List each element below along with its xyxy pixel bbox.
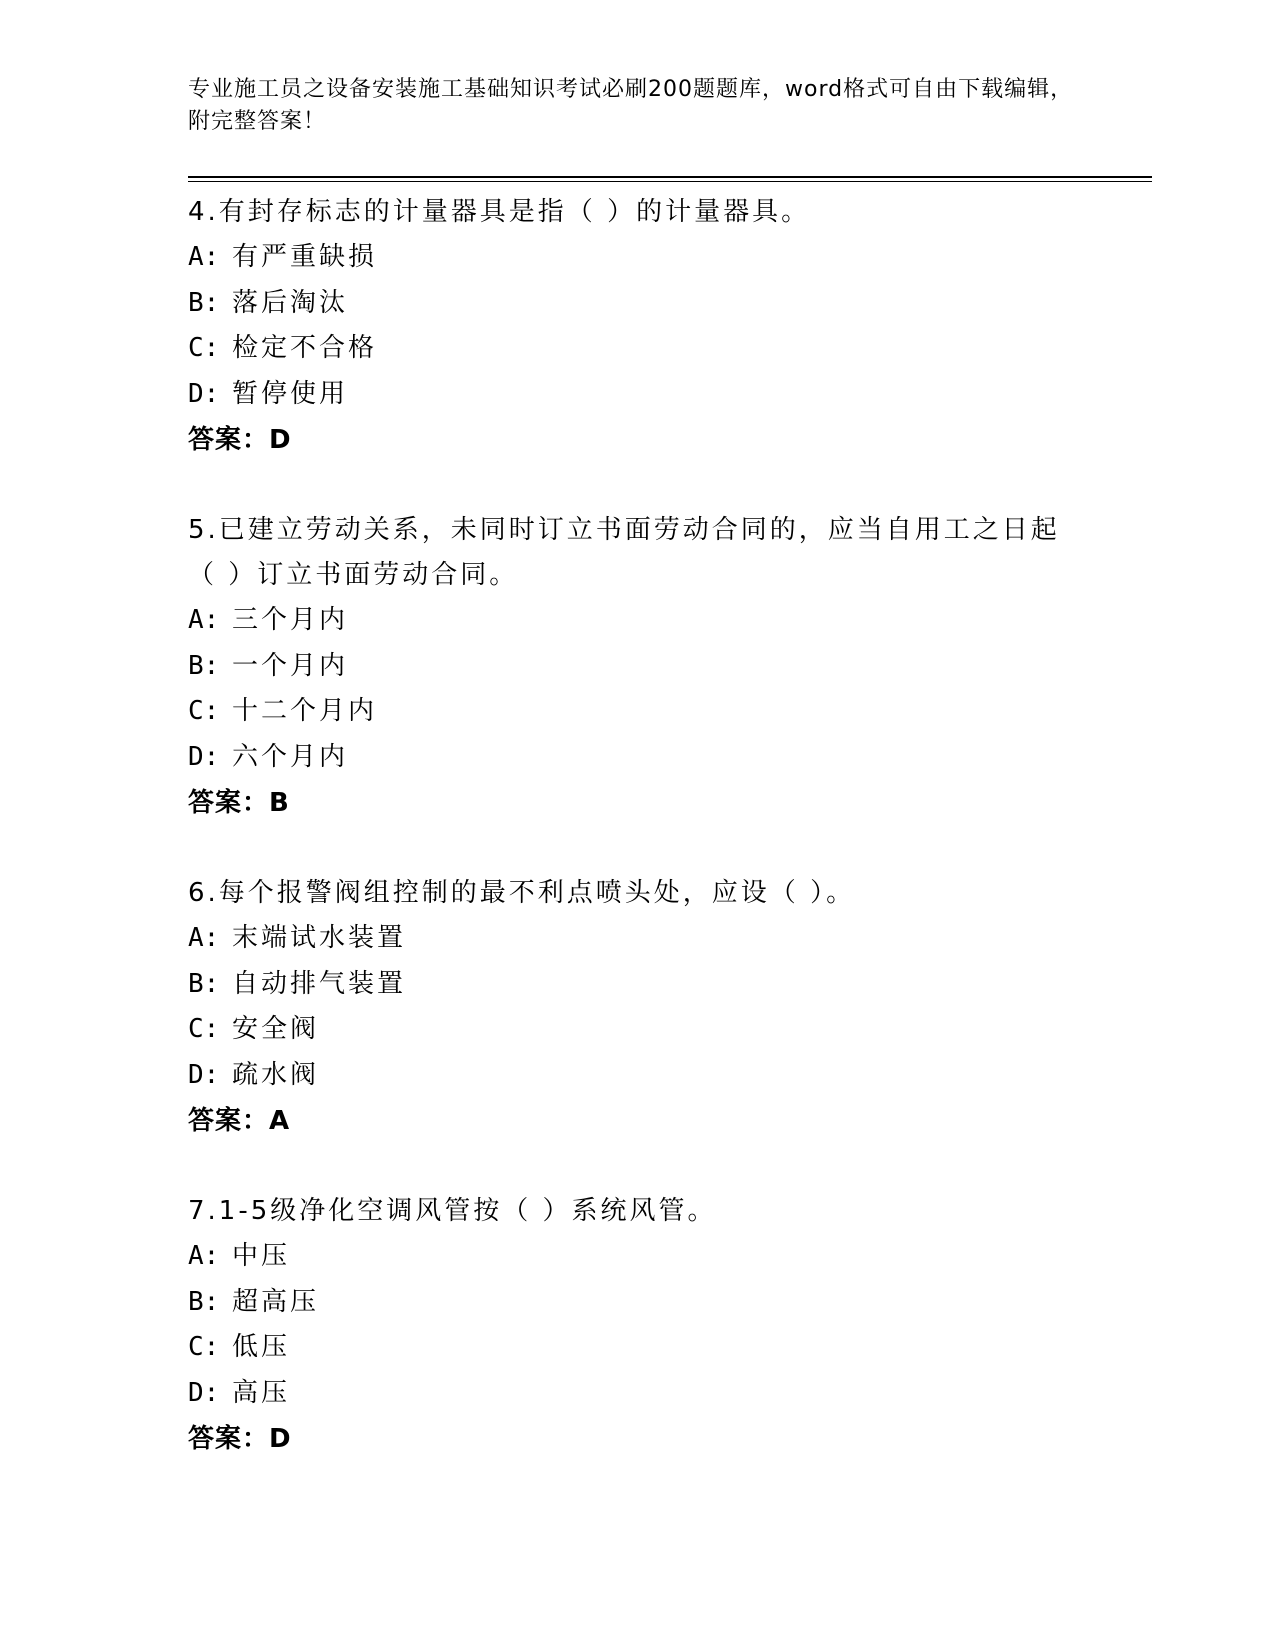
- header-divider-thick: [188, 176, 1152, 178]
- option-letter: B:: [188, 968, 220, 999]
- question-text: 5.已建立劳动关系，未同时订立书面劳动合同的，应当自用工之日起（ ）订立书面劳动合同。: [188, 515, 1060, 590]
- answer-line: 答案：B: [188, 788, 290, 818]
- option-c: [188, 326, 1088, 372]
- option-letter: A:: [188, 923, 220, 953]
- document-header: 专业施工员之设备安装施工基础知识考试必刷200题题库，word格式可自由下载编辑，附完整答案！: [188, 77, 1074, 134]
- option-text: 高压: [232, 1377, 291, 1408]
- question-list: [188, 190, 1088, 1507]
- option-a: [188, 598, 1088, 644]
- option-text: 有严重缺损: [232, 242, 378, 272]
- option-text: 超高压: [232, 1286, 320, 1317]
- option-letter: C:: [188, 1014, 220, 1044]
- option-text: 自动排气装置: [232, 968, 407, 999]
- option-text: 十二个月内: [232, 696, 378, 726]
- option-letter: D:: [188, 1059, 220, 1090]
- option-text: 中压: [232, 1241, 291, 1271]
- option-text: 低压: [232, 1332, 291, 1362]
- question-item: [188, 871, 1088, 1144]
- header-divider-thin: [188, 181, 1152, 182]
- option-a: [188, 916, 1088, 962]
- option-text: 末端试水装置: [232, 923, 407, 953]
- option-a: [188, 235, 1088, 281]
- option-text: 疏水阀: [232, 1059, 320, 1090]
- option-text: 暂停使用: [232, 378, 349, 409]
- option-b: [188, 644, 1088, 690]
- option-b: [188, 962, 1088, 1008]
- option-text: 安全阀: [232, 1014, 320, 1044]
- option-letter: A:: [188, 1241, 220, 1271]
- question-item: [188, 190, 1088, 463]
- option-letter: C:: [188, 696, 220, 726]
- answer-line: 答案：A: [188, 1106, 291, 1136]
- question-item: [188, 508, 1088, 826]
- option-text: 落后淘汰: [232, 287, 349, 318]
- option-a: [188, 1234, 1088, 1280]
- option-b: [188, 1280, 1088, 1326]
- question-item: [188, 1189, 1088, 1462]
- option-text: 六个月内: [232, 741, 349, 772]
- option-c: [188, 1007, 1088, 1053]
- option-text: 一个月内: [232, 650, 349, 681]
- answer-line: 答案：D: [188, 425, 292, 455]
- option-c: [188, 1325, 1088, 1371]
- question-text: 6.每个报警阀组控制的最不利点喷头处，应设（ ）。: [188, 878, 856, 908]
- option-d: [188, 1053, 1088, 1099]
- question-text: 7.1-5级净化空调风管按（ ）系统风管。: [188, 1196, 717, 1226]
- option-text: 检定不合格: [232, 333, 378, 363]
- option-b: [188, 281, 1088, 327]
- option-letter: A:: [188, 605, 220, 635]
- option-c: [188, 689, 1088, 735]
- option-d: [188, 372, 1088, 418]
- option-letter: D:: [188, 378, 220, 409]
- option-text: 三个月内: [232, 605, 349, 635]
- answer-line: 答案：D: [188, 1424, 292, 1454]
- option-letter: D:: [188, 1377, 220, 1408]
- option-d: [188, 1371, 1088, 1417]
- option-letter: C:: [188, 1332, 220, 1362]
- option-letter: C:: [188, 333, 220, 363]
- option-letter: B:: [188, 650, 220, 681]
- question-text: 4.有封存标志的计量器具是指（ ）的计量器具。: [188, 197, 811, 227]
- option-letter: D:: [188, 741, 220, 772]
- option-letter: B:: [188, 287, 220, 318]
- option-letter: A:: [188, 242, 220, 272]
- option-letter: B:: [188, 1286, 220, 1317]
- option-d: [188, 735, 1088, 781]
